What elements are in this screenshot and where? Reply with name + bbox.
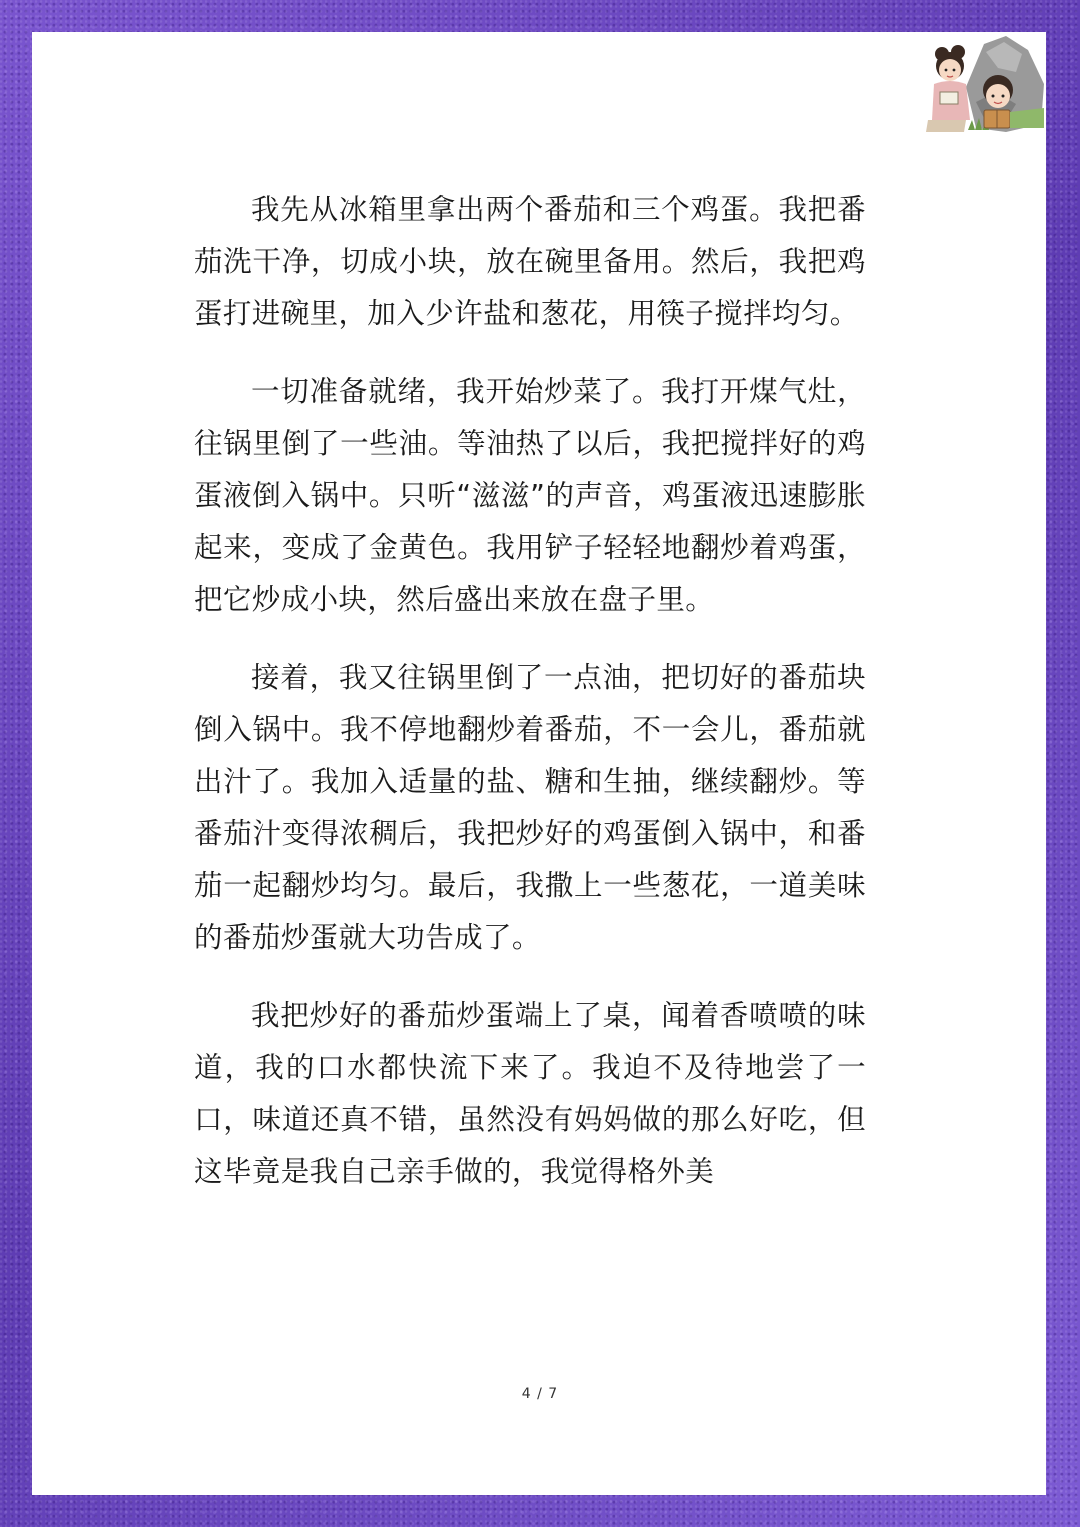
- paragraph: 一切准备就绪，我开始炒菜了。我打开煤气灶，往锅里倒了一些油。等油热了以后，我把搅拌好的鸡蛋液倒入锅中。只听“滋滋”的声音，鸡蛋液迅速膨胀起来，变成了金黄色。我用铲子轻轻地翻炒着鸡蛋，把它炒成小块，然后盛出来放在盘子里。: [194, 375, 866, 616]
- paragraph: 接着，我又往锅里倒了一点油，把切好的番茄块倒入锅中。我不停地翻炒着番茄，不一会儿，番茄就出汁了。我加入适量的盐、糖和生抽，继续翻炒。等番茄汁变得浓稠后，我把炒好的鸡蛋倒入锅中，和番茄一起翻炒均匀。最后，我撒上一些葱花，一道美味的番茄炒蛋就大功告成了。: [194, 661, 866, 954]
- essay-body: [194, 184, 866, 1224]
- page-number: 4 / 7: [521, 1386, 559, 1402]
- children-reading-illustration: [906, 32, 1046, 152]
- paragraph: 我把炒好的番茄炒蛋端上了桌，闻着香喷喷的味道，我的口水都快流下来了。我迫不及待地尝了一口，味道还真不错，虽然没有妈妈做的那么好吃，但这毕竟是我自己亲手做的，我觉得格外美: [194, 999, 866, 1188]
- document-page: [32, 32, 1046, 1495]
- paragraph: 我先从冰箱里拿出两个番茄和三个鸡蛋。我把番茄洗干净，切成小块，放在碗里备用。然后，我把鸡蛋打进碗里，加入少许盐和葱花，用筷子搅拌均匀。: [194, 193, 866, 330]
